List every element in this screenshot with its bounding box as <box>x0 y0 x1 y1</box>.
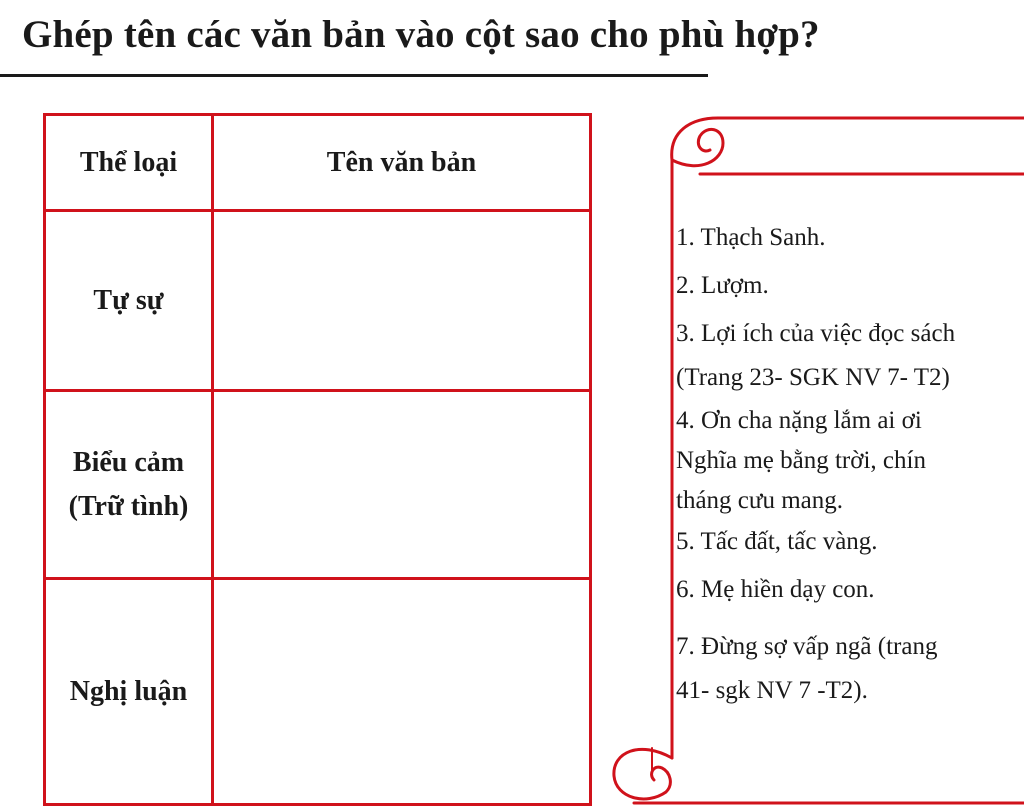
list-item[interactable] <box>676 268 1024 303</box>
genre-label-line2: (Trữ tình) <box>68 490 189 522</box>
list-item-line: 6. Mẹ hiền dạy con. <box>676 576 875 603</box>
genre-cell-tu-su: Tự sự <box>45 211 213 391</box>
list-item[interactable] <box>676 524 1024 559</box>
list-item[interactable] <box>676 629 1024 708</box>
list-item-line: 3. Lợi ích của việc đọc sách <box>676 320 956 347</box>
list-item-line: 1. Thạch Sanh. <box>676 224 826 251</box>
page-title: Ghép tên các văn bản vào cột sao cho phù hợp? <box>22 13 820 56</box>
text-list <box>676 220 1024 708</box>
list-item[interactable] <box>676 316 1024 395</box>
list-item-line: 4. Ơn cha nặng lắm ai ơi <box>676 407 922 434</box>
list-item-line: Nghĩa mẹ bằng trời, chín <box>676 447 926 474</box>
header-genre: Thể loại <box>45 115 213 211</box>
list-item-line: (Trang 23- SGK NV 7- T2) <box>676 364 950 391</box>
list-item-line: 41- sgk NV 7 -T2). <box>676 677 868 704</box>
list-item-line: 7. Đừng sợ vấp ngã (trang <box>676 633 938 660</box>
list-item-line: tháng cưu mang. <box>676 487 843 514</box>
genre-cell-nghi-luan: Nghị luận <box>45 579 213 805</box>
list-item-line: 2. Lượm. <box>676 272 769 299</box>
list-item[interactable] <box>676 572 1024 607</box>
list-item[interactable] <box>676 220 1024 255</box>
header-text-name: Tên văn bản <box>213 115 591 211</box>
list-item-line: 5. Tấc đất, tấc vàng. <box>676 528 878 555</box>
list-item[interactable] <box>676 403 1024 518</box>
genre-label-line1: Biểu cảm <box>72 447 185 479</box>
